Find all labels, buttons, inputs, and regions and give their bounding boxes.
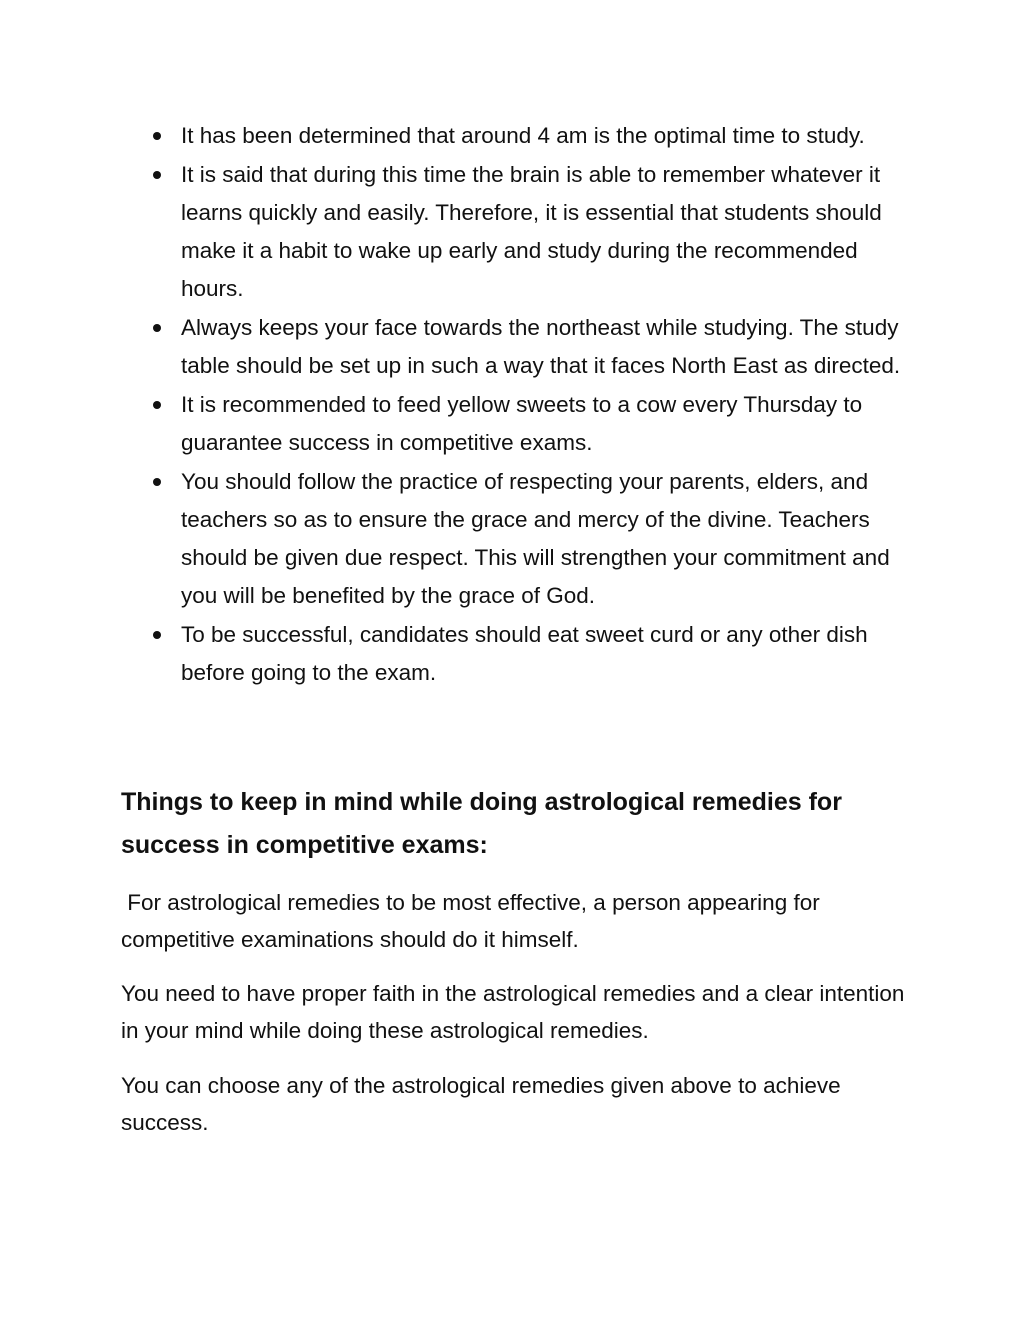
bullet-text: Always keeps your face towards the northeast while studying. The study table should be set up in such a way that it faces North East as directed. — [181, 315, 901, 378]
bullet-item — [121, 117, 911, 155]
paragraph-self-performance: For astrological remedies to be most effective, a person appearing for competitive examinations should do it himself. — [121, 890, 826, 952]
bullet-dot-icon — [153, 132, 161, 140]
bullet-item — [121, 463, 911, 615]
bullet-item — [121, 309, 911, 385]
bullet-text: To be successful, candidates should eat sweet curd or any other dish before going to the exam. — [181, 622, 868, 685]
bullet-text: It is recommended to feed yellow sweets to a cow every Thursday to guarantee success in competitive exams. — [181, 392, 863, 455]
paragraph-faith-intention: You need to have proper faith in the astrological remedies and a clear intention in your mind while doing these astrological remedies. — [121, 981, 905, 1043]
bullet-dot-icon — [153, 478, 161, 486]
section-heading: Things to keep in mind while doing astrological remedies for success in competitive exams: — [121, 788, 842, 859]
bullet-dot-icon — [153, 171, 161, 179]
bullet-dot-icon — [153, 631, 161, 639]
bullet-item — [121, 616, 911, 692]
paragraph-choose-remedy: You can choose any of the astrological remedies given above to achieve success. — [121, 1073, 841, 1135]
bullet-item — [121, 386, 911, 462]
bullet-text: It is said that during this time the brain is able to remember whatever it learns quickly and easily. Therefore, it is essential that students should make it a habit to wake up early and study during the recommended hours. — [181, 162, 882, 301]
bullet-item — [121, 156, 911, 308]
bullet-dot-icon — [153, 401, 161, 409]
bullet-text: You should follow the practice of respecting your parents, elders, and teachers so as to ensure the grace and mercy of the divine. Teachers should be given due respect. This will strengthen your commitment and you will be benefited by the grace of God. — [181, 469, 890, 608]
bullet-text: It has been determined that around 4 am is the optimal time to study. — [181, 123, 865, 148]
remedies-bullet-list — [121, 117, 911, 693]
bullet-dot-icon — [153, 324, 161, 332]
